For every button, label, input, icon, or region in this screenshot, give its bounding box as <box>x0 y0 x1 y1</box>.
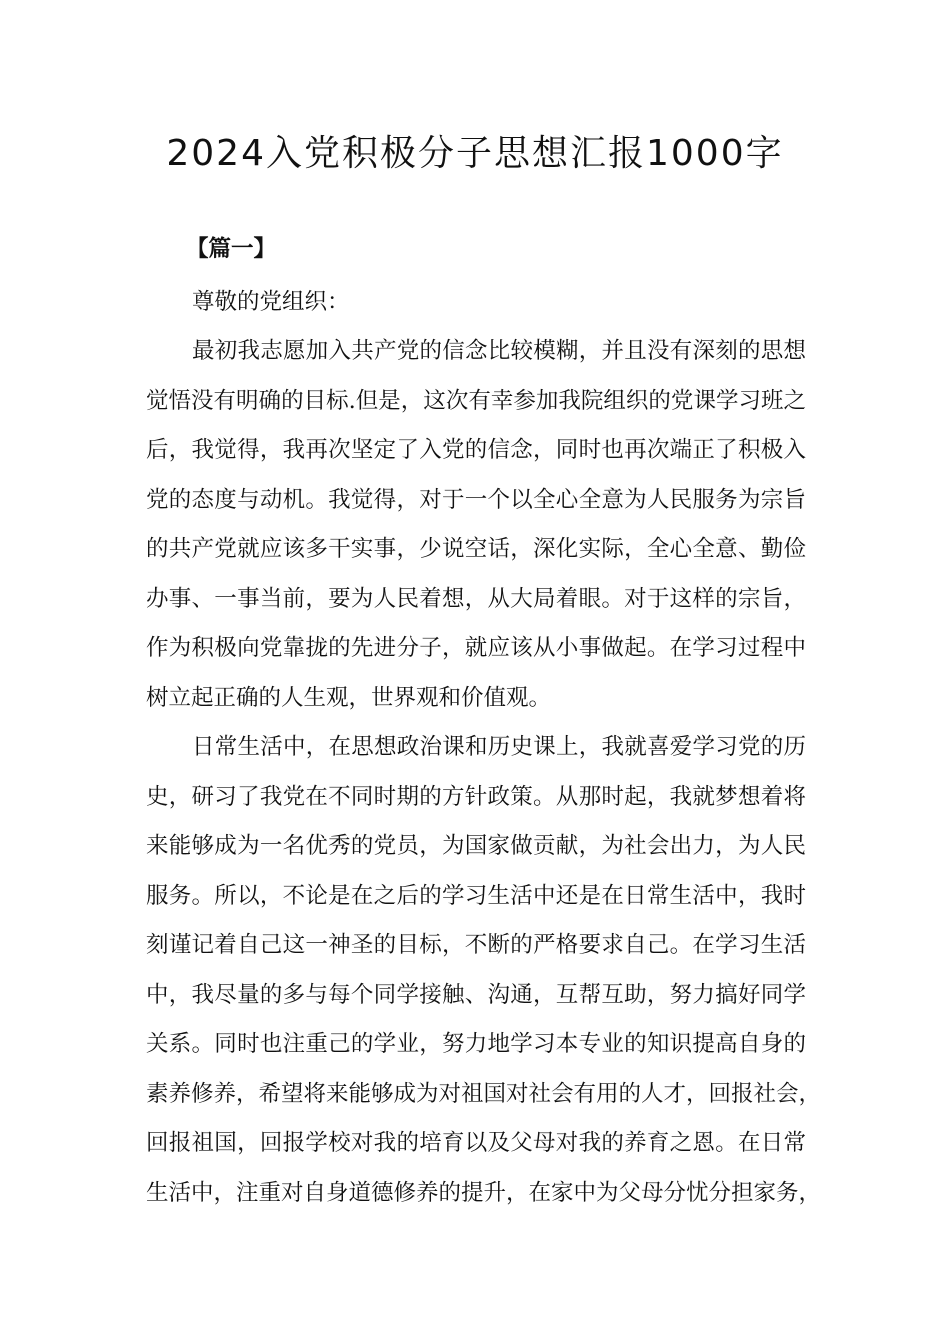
paragraph-line: 作为积极向党靠拢的先进分子，就应该从小事做起。在学习过程中 <box>146 635 806 661</box>
document-title: 2024入党积极分子思想汇报1000字 <box>166 133 784 174</box>
paragraph-line: 史，研习了我党在不同时期的方针政策。从那时起，我就梦想着将 <box>146 784 806 810</box>
paragraph-line: 回报祖国，回报学校对我的培育以及父母对我的养育之恩。在日常 <box>146 1130 806 1156</box>
paragraph-line: 日常生活中，在思想政治课和历史课上，我就喜爱学习党的历 <box>192 734 806 760</box>
paragraph-line: 树立起正确的人生观，世界观和价值观。 <box>146 685 552 711</box>
paragraph-line: 素养修养，希望将来能够成为对祖国对社会有用的人才，回报社会， <box>146 1081 822 1107</box>
paragraph-line: 关系。同时也注重己的学业，努力地学习本专业的知识提高自身的 <box>146 1031 806 1057</box>
paragraph-line: 最初我志愿加入共产党的信念比较模糊，并且没有深刻的思想 <box>192 338 806 364</box>
paragraph-line: 服务。所以，不论是在之后的学习生活中还是在日常生活中，我时 <box>146 883 806 909</box>
paragraph-line: 刻谨记着自己这一神圣的目标，不断的严格要求自己。在学习生活 <box>146 932 806 958</box>
section-label: 【篇一】 <box>186 236 277 262</box>
paragraph-line: 的共产党就应该多干实事，少说空话，深化实际，全心全意、勤俭 <box>146 536 806 562</box>
salutation: 尊敬的党组织： <box>192 289 350 315</box>
paragraph-line: 中，我尽量的多与每个同学接触、沟通，互帮互助，努力搞好同学 <box>146 982 806 1008</box>
paragraph-line: 办事、一事当前，要为人民着想，从大局着眼。对于这样的宗旨， <box>146 586 806 612</box>
paragraph-line: 生活中，注重对自身道德修养的提升，在家中为父母分忧分担家务， <box>146 1180 822 1206</box>
paragraph-line: 觉悟没有明确的目标.但是，这次有幸参加我院组织的党课学习班之 <box>146 388 806 414</box>
paragraph-line: 来能够成为一名优秀的党员，为国家做贡献，为社会出力，为人民 <box>146 833 806 859</box>
paragraph-line: 后，我觉得，我再次坚定了入党的信念，同时也再次端正了积极入 <box>146 437 806 463</box>
paragraph-line: 党的态度与动机。我觉得，对于一个以全心全意为人民服务为宗旨 <box>146 487 806 513</box>
